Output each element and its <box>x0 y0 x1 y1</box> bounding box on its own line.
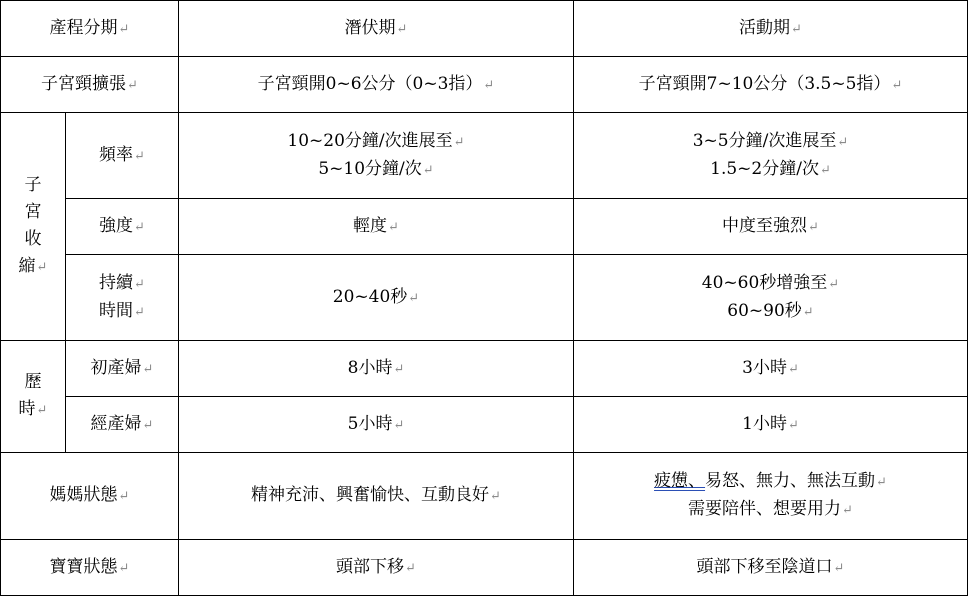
primipara-latent-value: 8小時 <box>347 357 393 378</box>
paragraph-mark: ↵ <box>422 162 434 178</box>
contraction-group-char-last: 縮↵ <box>18 256 48 276</box>
paragraph-mark: ↵ <box>388 219 399 235</box>
primipara-active-cell <box>574 341 968 397</box>
primipara-latent-cell <box>179 341 574 397</box>
mother-active-line2: 需要陪伴、想要用力↵ <box>688 499 853 519</box>
frequency-row <box>1 113 968 199</box>
mother-row <box>1 453 968 540</box>
paragraph-mark: ↵ <box>483 77 495 93</box>
header-stage-label: 產程分期 <box>49 17 118 38</box>
paragraph-mark: ↵ <box>842 503 853 518</box>
baby-label: 寶寶狀態 <box>49 556 118 577</box>
frequency-active-line1: 3~5分鐘/次進展至↵ <box>692 130 849 151</box>
mother-label: 媽媽狀態 <box>49 485 118 505</box>
paragraph-mark: ↵ <box>819 162 831 178</box>
mother-latent-cell <box>179 453 574 540</box>
paragraph-mark: ↵ <box>36 403 48 418</box>
paragraph-mark: ↵ <box>118 489 130 504</box>
paragraph-mark: ↵ <box>891 77 903 93</box>
duration-latent-value: 20~40秒 <box>332 286 408 307</box>
paragraph-mark: ↵ <box>36 260 48 275</box>
intensity-latent-cell <box>179 199 574 255</box>
paragraph-mark: ↵ <box>453 134 465 150</box>
dilation-label-cell <box>1 57 179 113</box>
dilation-latent-cell <box>179 57 574 113</box>
dilation-label: 子宮頸擴張 <box>41 73 127 94</box>
intensity-latent-value: 輕度 <box>353 215 388 236</box>
baby-latent-cell <box>179 540 574 596</box>
multipara-active-cell <box>574 397 968 453</box>
paragraph-mark: ↵ <box>787 417 799 433</box>
header-active-cell <box>574 1 968 57</box>
paragraph-mark: ↵ <box>828 276 840 292</box>
duration-latent-cell <box>179 255 574 341</box>
paragraph-mark: ↵ <box>802 304 814 320</box>
primipara-active-value: 3小時 <box>742 357 787 378</box>
paragraph-mark: ↵ <box>134 276 145 292</box>
contraction-group-char: 宮 <box>24 202 42 222</box>
paragraph-mark: ↵ <box>876 475 887 490</box>
frequency-latent-line1: 10~20分鐘/次進展至↵ <box>287 130 465 151</box>
multipara-active-value: 1小時 <box>742 413 787 434</box>
dilation-row <box>1 57 968 113</box>
multipara-latent-cell <box>179 397 574 453</box>
paragraph-mark: ↵ <box>127 77 138 93</box>
frequency-label: 頻率 <box>99 144 134 165</box>
baby-latent-value: 頭部下移 <box>336 556 405 577</box>
header-active-label: 活動期 <box>739 17 791 38</box>
paragraph-mark: ↵ <box>490 489 501 504</box>
time-group-char: 歷 <box>24 372 42 392</box>
paragraph-mark: ↵ <box>134 148 145 164</box>
duration-active-line1: 40~60秒增強至↵ <box>701 272 840 293</box>
header-row <box>1 1 968 57</box>
baby-active-value: 頭部下移至陰道口 <box>696 556 833 577</box>
dilation-latent-value: 子宮頸開0~6公分（0~3指） <box>257 73 483 94</box>
paragraph-mark: ↵ <box>118 560 130 576</box>
contraction-group-char: 子 <box>24 175 42 195</box>
frequency-latent-cell <box>179 113 574 199</box>
paragraph-mark: ↵ <box>393 361 405 377</box>
mother-latent-value: 精神充沛、興奮愉快、互動良好 <box>251 485 490 505</box>
time-group-cell <box>1 341 66 453</box>
multipara-latent-value: 5小時 <box>347 413 393 434</box>
paragraph-mark: ↵ <box>791 21 802 37</box>
paragraph-mark: ↵ <box>118 21 130 37</box>
duration-active-cell <box>574 255 968 341</box>
baby-label-cell <box>1 540 179 596</box>
multipara-row <box>1 397 968 453</box>
header-stage-cell <box>1 1 179 57</box>
paragraph-mark: ↵ <box>142 417 154 433</box>
paragraph-mark: ↵ <box>142 361 154 377</box>
primipara-row <box>1 341 968 397</box>
intensity-active-cell <box>574 199 968 255</box>
time-group-char-last: 時↵ <box>18 399 48 419</box>
header-latent-label: 潛伏期 <box>344 17 396 38</box>
frequency-active-cell <box>574 113 968 199</box>
paragraph-mark: ↵ <box>396 21 408 37</box>
header-latent-cell <box>179 1 574 57</box>
paragraph-mark: ↵ <box>833 560 845 576</box>
primipara-label: 初產婦 <box>90 357 142 378</box>
frequency-latent-line2: 5~10分鐘/次↵ <box>318 158 434 179</box>
baby-active-cell <box>574 540 968 596</box>
contraction-group-cell <box>1 113 66 341</box>
intensity-label-cell <box>66 199 179 255</box>
mother-active-cell <box>574 453 968 540</box>
baby-row <box>1 540 968 596</box>
duration-row <box>1 255 968 341</box>
dilation-active-cell <box>574 57 968 113</box>
spellcheck-underlined-text: 疲憊、 <box>654 471 706 491</box>
paragraph-mark: ↵ <box>134 219 145 235</box>
paragraph-mark: ↵ <box>134 304 145 320</box>
intensity-row <box>1 199 968 255</box>
multipara-label: 經產婦 <box>90 413 142 434</box>
intensity-label: 強度 <box>99 215 134 236</box>
duration-label-line2: 時間↵ <box>99 300 145 321</box>
mother-label-cell <box>1 453 179 540</box>
duration-label-line1: 持續↵ <box>99 272 145 293</box>
dilation-active-value: 子宮頸開7~10公分（3.5~5指） <box>638 73 891 94</box>
paragraph-mark: ↵ <box>808 219 819 235</box>
paragraph-mark: ↵ <box>837 134 849 150</box>
intensity-active-value: 中度至強烈 <box>722 215 808 236</box>
multipara-label-cell <box>66 397 179 453</box>
duration-active-line2: 60~90秒↵ <box>727 300 814 321</box>
paragraph-mark: ↵ <box>393 417 405 433</box>
primipara-label-cell <box>66 341 179 397</box>
duration-label-cell <box>66 255 179 341</box>
paragraph-mark: ↵ <box>405 560 416 576</box>
paragraph-mark: ↵ <box>787 361 799 377</box>
frequency-label-cell <box>66 113 179 199</box>
mother-active-line1: 疲憊、易怒、無力、無法互動↵ <box>654 471 887 491</box>
frequency-active-line2: 1.5~2分鐘/次↵ <box>710 158 831 179</box>
paragraph-mark: ↵ <box>408 290 420 306</box>
contraction-group-char: 收 <box>24 229 42 249</box>
